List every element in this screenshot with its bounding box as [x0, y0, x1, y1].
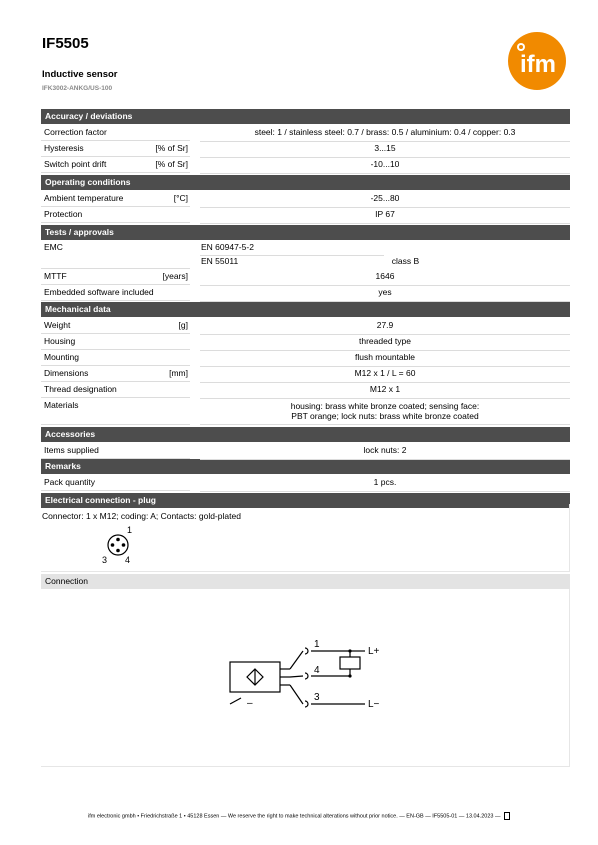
spec-row [41, 443, 570, 459]
spec-label: EMC [44, 242, 63, 252]
wiring-diagram [225, 632, 395, 712]
spec-label: Weight [41, 318, 190, 334]
spec-row-emc [41, 255, 570, 269]
section-header-accessories: Accessories [41, 427, 570, 442]
spec-unit: [mm] [169, 368, 188, 378]
spec-label-blank [41, 255, 190, 269]
section-header-electrical: Electrical connection - plug [41, 493, 570, 508]
spec-unit: [g] [178, 320, 188, 330]
pin-label: 1 [127, 525, 133, 535]
pin-label: 4 [125, 555, 131, 565]
spec-row [41, 382, 570, 398]
minus-label: – [247, 698, 253, 709]
spec-value: steel: 1 / stainless steel: 0.7 / brass: 0.5 / aluminium: 0.4 / copper: 0.3 [200, 125, 570, 142]
spec-row [41, 191, 570, 207]
spec-value: -25...80 [200, 191, 570, 208]
spec-row [41, 318, 570, 334]
section-header-operating: Operating conditions [41, 175, 570, 190]
spec-label: Embedded software included [41, 285, 190, 301]
spec-unit: [% of Sr] [155, 143, 188, 153]
pin-label: 3 [102, 555, 108, 565]
spec-label: Items supplied [41, 443, 190, 459]
spec-unit: [°C] [173, 193, 188, 203]
wire-label: 4 [314, 665, 320, 676]
product-code: IFK3002-ANKG/US-100 [42, 85, 113, 92]
spec-label: Hysteresis [41, 141, 190, 157]
product-subtitle: Inductive sensor [42, 69, 118, 80]
spec-row [41, 334, 570, 350]
spec-label: Correction factor [41, 125, 190, 141]
materials-line: housing: brass white bronze coated; sensing face: [290, 401, 480, 411]
spec-row [41, 350, 570, 366]
spec-row [41, 285, 570, 301]
spec-value: yes [200, 285, 570, 302]
materials-line: PBT orange; lock nuts: brass white bronze coated [291, 411, 479, 421]
spec-table [41, 109, 570, 509]
section-header-tests: Tests / approvals [41, 225, 570, 240]
spec-value: lock nuts: 2 [200, 443, 570, 460]
emc-class: class B [391, 256, 420, 266]
spec-label: Dimensions [41, 366, 190, 382]
spec-unit: [years] [162, 271, 188, 281]
spec-label: Materials [41, 398, 190, 425]
spec-unit: [% of Sr] [155, 159, 188, 169]
footer [0, 812, 598, 820]
terminal-label: L+ [368, 646, 380, 657]
wire-label: 1 [314, 639, 320, 650]
spec-row [41, 207, 570, 223]
terminal-label: L− [368, 699, 380, 710]
spec-value: 27.9 [200, 318, 570, 335]
connection-header: Connection [41, 574, 570, 589]
spec-value: 3...15 [200, 141, 570, 158]
spec-label: Ambient temperature [41, 191, 190, 207]
spec-row [41, 157, 570, 173]
logo-text: ifm [520, 51, 556, 78]
spec-value: flush mountable [200, 350, 570, 367]
page-icon [504, 812, 510, 820]
spec-value: M12 x 1 / L = 60 [200, 366, 570, 383]
section-header-remarks: Remarks [41, 459, 570, 474]
connector-text: Connector: 1 x M12; coding: A; Contacts: gold-plated [42, 511, 241, 521]
spec-row [41, 366, 570, 382]
spec-label: MTTF [41, 269, 190, 285]
ifm-logo [507, 31, 567, 91]
spec-row [41, 475, 570, 491]
spec-value: 1646 [200, 269, 570, 286]
spec-label: Mounting [41, 350, 190, 366]
section-header-mechanical: Mechanical data [41, 302, 570, 317]
spec-label: Thread designation [41, 382, 190, 398]
spec-label: Housing [41, 334, 190, 350]
footer-text: ifm electronic gmbh • Friedrichstraße 1 • 45128 Essen — We reserve the right to make technical alterations without prior notice. — EN-GB — IF5505-01 — 13.04.2023 — [88, 813, 501, 820]
spec-label: Pack quantity [41, 475, 190, 491]
spec-value: 1 pcs. [200, 475, 570, 492]
spec-value-materials [200, 398, 570, 425]
spec-value: threaded type [200, 334, 570, 351]
spec-value: M12 x 1 [200, 382, 570, 399]
spec-label: Switch point drift [41, 157, 190, 173]
spec-row [41, 269, 570, 285]
emc-standard: EN 55011 [201, 256, 239, 266]
spec-label: Protection [41, 207, 190, 223]
section-header-accuracy: Accuracy / deviations [41, 109, 570, 124]
page-title: IF5505 [42, 35, 89, 52]
spec-value: -10...10 [200, 157, 570, 174]
m12-pinout-diagram [98, 524, 138, 566]
wire-label: 3 [314, 692, 320, 703]
spec-row [41, 125, 570, 141]
spec-row [41, 141, 570, 157]
emc-standard: EN 60947-5-2 [200, 241, 384, 256]
spec-row-emc [41, 241, 570, 255]
spec-row-materials [41, 398, 570, 425]
spec-value: IP 67 [200, 207, 570, 224]
